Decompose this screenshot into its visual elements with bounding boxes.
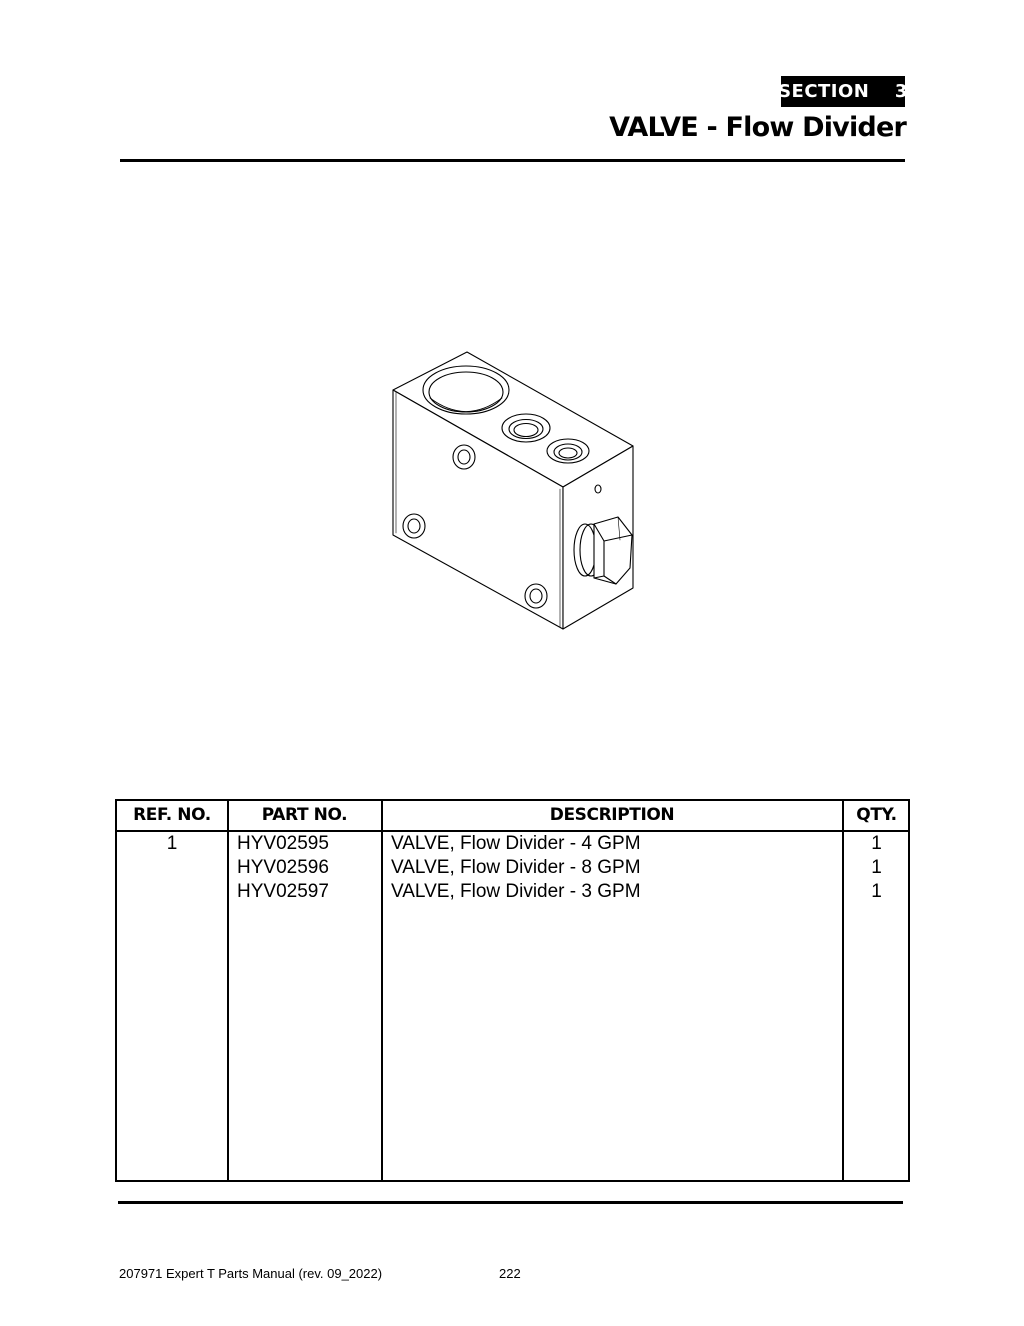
row-3-description: VALVE, Flow Divider - 3 GPM [391, 881, 641, 902]
header-ref-no: REF. NO. [133, 805, 211, 825]
flow-divider-valve-illustration [370, 340, 650, 640]
row-2-qty: 1 [871, 857, 882, 878]
header-divider [120, 159, 905, 162]
page-number: 222 [499, 1266, 521, 1281]
row-1-qty: 1 [871, 833, 882, 854]
column-divider [227, 801, 229, 1180]
section-badge [778, 76, 908, 107]
row-3-part-no: HYV02597 [237, 881, 329, 902]
header-description: DESCRIPTION [549, 805, 675, 825]
row-1-description: VALVE, Flow Divider - 4 GPM [391, 833, 641, 854]
row-1-ref: 1 [166, 833, 178, 854]
row-1-part-no: HYV02595 [237, 833, 329, 854]
footer-divider [118, 1201, 903, 1204]
header-qty: QTY. [856, 805, 897, 825]
parts-table [115, 799, 910, 1182]
column-divider [381, 801, 383, 1180]
row-3-qty: 1 [871, 881, 882, 902]
page-title: VALVE - Flow Divider [609, 112, 906, 143]
row-2-part-no: HYV02596 [237, 857, 329, 878]
header-part-no: PART NO. [261, 805, 348, 825]
section-label: SECTION 3 [778, 81, 908, 102]
row-2-description: VALVE, Flow Divider - 8 GPM [391, 857, 641, 878]
footer-manual-title: 207971 Expert T Parts Manual (rev. 09_2022) [119, 1266, 383, 1281]
